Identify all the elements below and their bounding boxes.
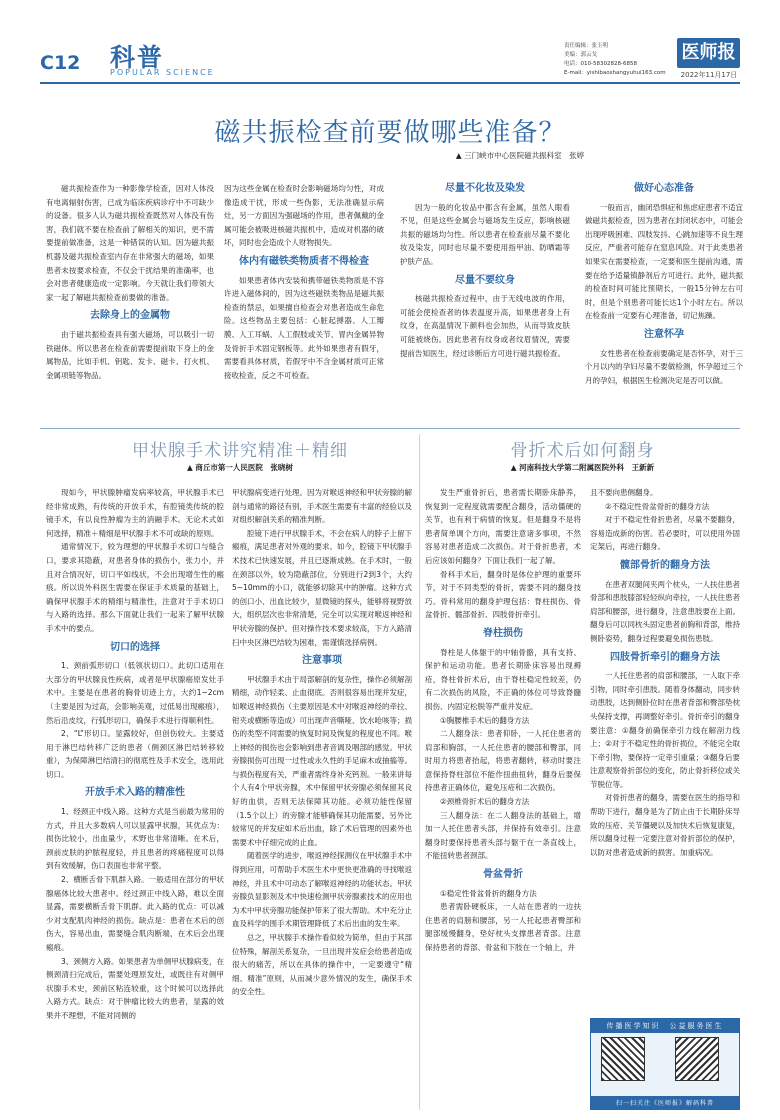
paragraph: 腔镜下进行甲状腺手术，不会在病人的脖子上留下瘢痕，满足患者对外观的要求。如今，腔镜下甲状腺手术技术已快速发展，并且已逐渐成熟。在手术时，一般在颈部以外，较为隐蔽部位，分别进行2到3个，大约5~10mm的小口，就能够切除其中的肿瘤。这种方式的创口小、出血比较少，显微镜的探头，能够将视野放大，组织层次也非常清楚，完全可以实现对喉返神经和甲状旁腺的保护。但对操作技术要求较高，下方入路清扫中央区淋巴结较为困难，需谨慎选择病例。: [232, 528, 412, 647]
subheading: 切口的选择: [110, 641, 160, 653]
paragraph: 在患者双腿间夹两个枕头，一人扶住患者骨部和患肢膝部轻轻纵向牵拉，一人扶住患者肩部和腰部，进行翻身，注意患肢要在上面。翻身后可以同枕头固定患者前胸和背部，维持侧卧姿势，翻身过程要避免损伤患肢。: [590, 579, 740, 643]
article1-title: 磁共振检查前要做哪些准备？: [214, 118, 566, 148]
page-number: C12: [40, 52, 81, 74]
subheading: 尽量不要纹身: [455, 274, 515, 286]
meta-line: 责任编辑：张玉明: [564, 43, 609, 49]
paragraph: ②不稳定性骨盆骨折的翻身方法: [605, 501, 710, 511]
paragraph: 总之，甲状腺手术操作看似较为简单，但由于其部位特殊，解剖关系复杂，一旦出现并发症会给患者造成很大的痛苦，所以在具体的操作中，一定要遵守“精细、精准”原则，从而减少意外情况的发生，确保手术的安全性。: [232, 933, 412, 997]
paragraph: ①胸腰椎手术后的翻身方法: [440, 715, 530, 725]
paragraph: 且不要向患侧翻身。: [590, 488, 658, 497]
meta-line: 美编：郭云戈: [564, 52, 598, 58]
paragraph: 女性患者在检查前要确定是否怀孕，对于三个月以内的孕妇尽量不要做检测，怀孕超过三个月的孕妇，根据医生检测决定是否可以做。: [585, 348, 743, 385]
editor-meta: [564, 42, 674, 78]
qr-code-icon[interactable]: [601, 1037, 645, 1081]
qr-banner-caption: 扫一扫关注《医师报》解码科普: [591, 1096, 739, 1109]
paragraph: ②颈椎骨折术后的翻身方法: [440, 797, 530, 807]
subheading: 开放手术入路的精准性: [85, 787, 185, 799]
article2-column-1: [46, 486, 224, 1023]
paragraph: 1、经颈正中线入路。这种方式是当前最为常用的方式，并且大多数病人可以显露甲状腺，其优点为：损伤比较小，出血量少，术野也非常清晰。在术后，颈前皮肤的护脓程度轻，并且患者的疼痛程度可以得到有效缓解，伤口表面也非常平整。: [46, 807, 224, 871]
paragraph: 甲状腺手术由于局部解剖的复杂性，操作必须解剖精细，动作轻柔、止血彻底。否则很容易出现并发症，如喉返神经损伤（主要原因是术中对喉返神经的牵拉、钳夹或横断等造成）可出现声音嘶哑、饮水呛咳等；损伤的类型不同需要的恢复时间及恢复的程度也不同。喉上神经的损伤也会影响到患者音调及咽部的感觉。甲状旁腺损伤可出现一过性或永久性的手足麻木或抽搐等。与损伤程度有关，严重者需终身补充钙剂。一般来讲每个人有4个甲状旁腺，术中保留甲状旁腺必须保留其良好的血供，否则无法保障其功能。必须功能性保留（1.5个以上）的旁腺才能够确保其功能需要。另外比较常见的并发症如术后出血，除了术后管理的因素外也需要术中仔细完成的止血。: [232, 674, 412, 847]
paragraph: 因为一般的化妆品中都含有金属，虽然人眼看不见，但是这些金属会与磁场发生反应，影响核磁共振的磁场均匀性。所以患者在检查前尽量不要化妆及染发，同时也尽量不要使用指甲油、防晒霜等护肤产品。: [400, 202, 570, 266]
paragraph: 骨科手术后，翻身时是体位护理的重要环节，对于不同类型的骨折，需要不同的翻身技巧。骨科常用的翻身护理包括：脊柱损伤、骨盆骨折、髋部骨折、四肢骨折牵引。: [425, 569, 581, 620]
paragraph: 2、“L”形切口。显露较好，但创伤较大。主要适用于淋巴结转移广泛的患者（侧颈区淋巴结转移较重），为保障淋巴结清扫的彻底性及手术安全，选用此切口。: [46, 729, 224, 779]
paragraph: 随着医学的进步，喉返神经探测仪在甲状腺手术中得到应用，可帮助手术医生术中更快更准确的寻找喉返神经，并且术中可动态了解喉返神经的功能状态。甲状旁腺负显影剂及术中快速检测甲状旁腺素技术的应用也为术中甲状旁腺功能保护带来了很大帮助。术中充分止血及科学的围手术期管理降低了术后出血的发生率。: [232, 851, 412, 929]
newspaper-logo: 医师报: [677, 38, 740, 68]
paragraph: 甲状腺病变进行处理。因为对喉返神经和甲状旁腺的解剖与通常的路径有别，手术医生需要有丰富的经验以及对组织解剖关系的精准判断。: [232, 488, 412, 525]
subheading: 去除身上的金属物: [90, 310, 170, 322]
paragraph: 由于磁共振检查具有强大磁场，可以吸引一切铁磁体。所以患者在检查前需要提前取下身上的金属物品，比如手机、钥匙、发卡、磁卡、打火机、金属项链等物品。: [46, 329, 214, 380]
paragraph: 对骨折患者的翻身，需要在医生的指导和帮助下进行，翻身是为了防止由于长期卧床导致的压疮、关节僵硬以及加快术后恢复康复，所以翻身过程一定要注意对骨折部位的保护，以防对患者造成新的损害。加重病况。: [590, 793, 740, 857]
article3-column-2: [590, 486, 740, 859]
article1-column-3: [400, 182, 570, 360]
paragraph: 脊柱是人体躯干的中轴骨骼，具有支持、保护和运动功能。患者长期卧床容易出现褥疮，脊柱骨折术后，由于脊柱稳定性较差，仍有二次损伤的风险，不正确的体位可导致脊髓损伤、内固定松脱等严重并发症。: [425, 647, 581, 711]
article2-column-2: [232, 486, 412, 999]
paragraph: 核磁共振检查过程中，由于无线电波的作用，可能会使检查者的体表温度升高，如果患者身上有纹身，在高温情况下颜料也会加热，从而导致皮肤可能被烧伤。因此患者有纹身或者纹眉情况，需要提前告知医生，经过诊断后方可进行磁共振检查。: [400, 294, 570, 358]
paragraph: 三人翻身法：在二人翻身法的基础上，增加一人托住患者头部，并保持有效牵引。注意翻身时要保持患者头部与躯干在一条直线上，不能扭转患者颈部。: [425, 810, 581, 861]
paragraph: 患者需卧硬板床，一人站在患者的一边扶住患者的肩膀和腰部，另一人托起患者臀部和腿部缓慢翻身，垫好枕头支撑患者背部。注意保持患者的背部、骨盆和下肢在一个轴上，并: [425, 902, 581, 952]
paragraph: 一般而言，幽闭恐惧症和焦虑症患者不适宜做磁共振检查，因为患者在封闭状态中，可能会出现呼吸困难、四肢发抖、心跳加速等不良生理反应，严重者可能存在窒息风险。对于此类患者如果实在需要检查，一定要和医生提前沟通，需要在给予适量镇静剂后方可进行。此外，磁共振的检查时间可能比预期长，一般15分钟左右可时，但是个别患者可能长达1个小时左右。所以在检查前一定要有心理准备，切记焦躁。: [585, 202, 743, 321]
paragraph: 发生严重骨折后，患者需长期卧床静养，恢复到一定程度就需要配合翻身，活动僵硬的关节，也有利于病情的恢复。但是翻身不是将患者简单调个方向，需要注意诸多事项，不然容易对患者造成二次损伤。对于骨折患者，术后应该如何翻身？下面让我们一起了解。: [425, 488, 581, 565]
paragraph: 一人托住患者的肩部和腰部，一人取下牵引物，同时牵引患肢。随着身体翻动，同步转动患肢，达到侧卧位时在患者背部和臀部垫枕头保持支撑，再调整好牵引。骨折牵引的翻身要注意：①翻身前确保牵引力线在解剖力线上；②对于不稳定性的骨折损位，不能完全取下牵引物，要保持一定牵引重量；③翻身后要注意观察骨折部位的变化，防止骨折移位或关节脱位等。: [590, 671, 740, 789]
section-subtitle-en: POPULAR SCIENCE: [110, 68, 215, 77]
paragraph: 因为这些金属在检查时会影响磁场均匀性，对成像造成干扰，形成一些伪影，无法准确显示病灶，另一方面因为强磁场的作用，患者佩戴的金属可能会被吸进核磁共振机中，造成对机器的破坏，同时也会造成个人财物损失。: [224, 184, 384, 248]
subheading: 注意怀孕: [644, 328, 684, 340]
article1-byline: ▲ 三门峡市中心医院磁共振科室 张婷: [455, 151, 585, 160]
column-divider: [419, 434, 420, 1110]
header-rule: [40, 82, 740, 84]
qr-code-icon[interactable]: [675, 1037, 719, 1081]
subheading: 脊柱损伤: [483, 627, 523, 639]
paragraph: 3、颈侧方入路。如果患者为单侧甲状腺病变，在侧颈清扫完成后，需要处理原发灶，或既往有对侧甲状腺手术史，颈前区粘连较重，这个时候可以选择此入路方式。缺点：对于肿瘤比较大的患者，显露的效果并不理想，不能对同侧的: [46, 956, 224, 1020]
paragraph: ①稳定性骨盆骨折的翻身方法: [440, 888, 537, 898]
subheading: 做好心态准备: [634, 183, 694, 194]
paragraph: 2、横断舌骨下肌群入路。一般适用在部分的甲状腺癌体比较大患者中。经过颈正中线入路，难以全面显露，需要横断舌骨下肌群。此入路的优点：可以减少对支配肌肉神经的损伤。缺点是：患者在术后的创伤大，容易出血，需要缝合肌肉断端，在术后会出现瘢痕。: [46, 875, 224, 952]
article1-column-1: [46, 182, 214, 382]
paragraph: 如果患者体内安装和携带磁铁类物质是不容许进入磁体间的，因为这些磁铁类物品是磁共振检查的禁忌，如果擅自检查会对患者造成生命危险。这些物品主要包括：心脏起搏器、人工瓣膜、人工耳蜗、人工假肢或关节、胃内金属异物及骨折手术固定钢板等。此外如果患者有假牙，需要看具体材质，若假牙中不含金属材质可正常接收检查，反之不可检查。: [224, 275, 384, 380]
subheading: 注意事项: [302, 655, 342, 667]
subheading: 四肢骨折牵引的翻身方法: [610, 651, 720, 663]
paragraph: 通常情况下，较为理想的甲状腺手术切口与缝合口，要求其隐蔽，对患者身体的损伤小，张力小，并且对合情况好，切口平如线状，不会出现增生性的瘢痕。所以说外科医生需要在保证手术质量的基础上，确保甲状腺手术的精细与精准性，注意对于手术切口与入路的选择。那么下面就让我们一起来了解甲状腺手术中的要点。: [46, 542, 224, 633]
section-divider: [40, 428, 740, 429]
subheading: 体内有磁铁类物质者不得检查: [239, 255, 369, 267]
qr-banner-header: 传播医学知识 公益服务医生: [591, 1019, 739, 1033]
section-title: 科普: [110, 43, 165, 72]
paragraph: 对于不稳定性骨折患者，尽量不要翻身，容易造成新的伤害。若必要时，可以使用外固定架后，再进行翻身。: [590, 515, 740, 552]
qr-banner: [590, 1018, 740, 1110]
article1-column-2: [224, 182, 384, 382]
article2-byline: ▲ 商丘市第一人民医院 张晓树: [187, 463, 293, 472]
paragraph: 二人翻身法：患者仰卧，一人托住患者的肩部和胸部，一人托住患者的腰部和臀部，同时用力将患者抬起，将患者翻转，移动时要注意保持脊柱部位不能作扭曲扭转，翻身后要保持患者正确体位，避免压疮和二次损伤。: [425, 729, 581, 793]
article2-title: 甲状腺手术讲究精准＋精细: [132, 441, 348, 461]
paragraph: 磁共振检查作为一种影像学检查，因对人体没有电离辐射伤害，已成为临床疾病诊疗中不可缺少的设备。很多人认为磁共振检查既然对人体没有伤害，我们就不要在检查前了解相关的知识，更不需要提前做准备，这是一种错误的认知。因为磁共振机器及磁共振检查室内存在非常强大的磁场，如果患者未按要求检查，不仅会干扰结果的准确率，也会对患者健康造成一定影响。今天就让我们带领大家一起了解磁共振检查前要做的准备。: [46, 184, 214, 302]
subheading: 髋部骨折的翻身方法: [620, 559, 710, 571]
issue-date: 2022年11月17日: [680, 71, 738, 79]
paragraph: 现如今，甲状腺肿瘤发病率较高，甲状腺手术已经非常成熟，有传统的开放手术，有腔镜类传统的腔镜手术，有以良性肿瘤为主的消融手术。无论术式如何选择，精准＋精细是甲状腺手术不可或缺的原则。: [46, 488, 224, 538]
article3-column-1: [425, 486, 581, 955]
article1-column-4: [585, 182, 743, 387]
article3-byline: ▲ 河南科技大学第二附属医院外科 王新新: [510, 463, 655, 472]
meta-line: 电话：010-58302828-6858: [564, 61, 637, 67]
subheading: 尽量不化妆及染发: [445, 183, 525, 194]
meta-line: E-mail：yishibaoshangyuhui163.com: [564, 70, 666, 76]
article3-title: 骨折术后如何翻身: [510, 441, 655, 461]
paragraph: 1、颈前弧形切口（低领状切口）。此切口适用在大部分的甲状腺良性疾病，或者是甲状腺癌原发灶手术中。主要是在患者的胸骨切迹上方，大约1~2cm（主要是因为过高，会影响美观，过低易出现瘢痕），然后沿皮纹，行弧形切口，确保手术进行得顺利性。: [46, 661, 224, 725]
subheading: 骨盆骨折: [483, 869, 523, 881]
